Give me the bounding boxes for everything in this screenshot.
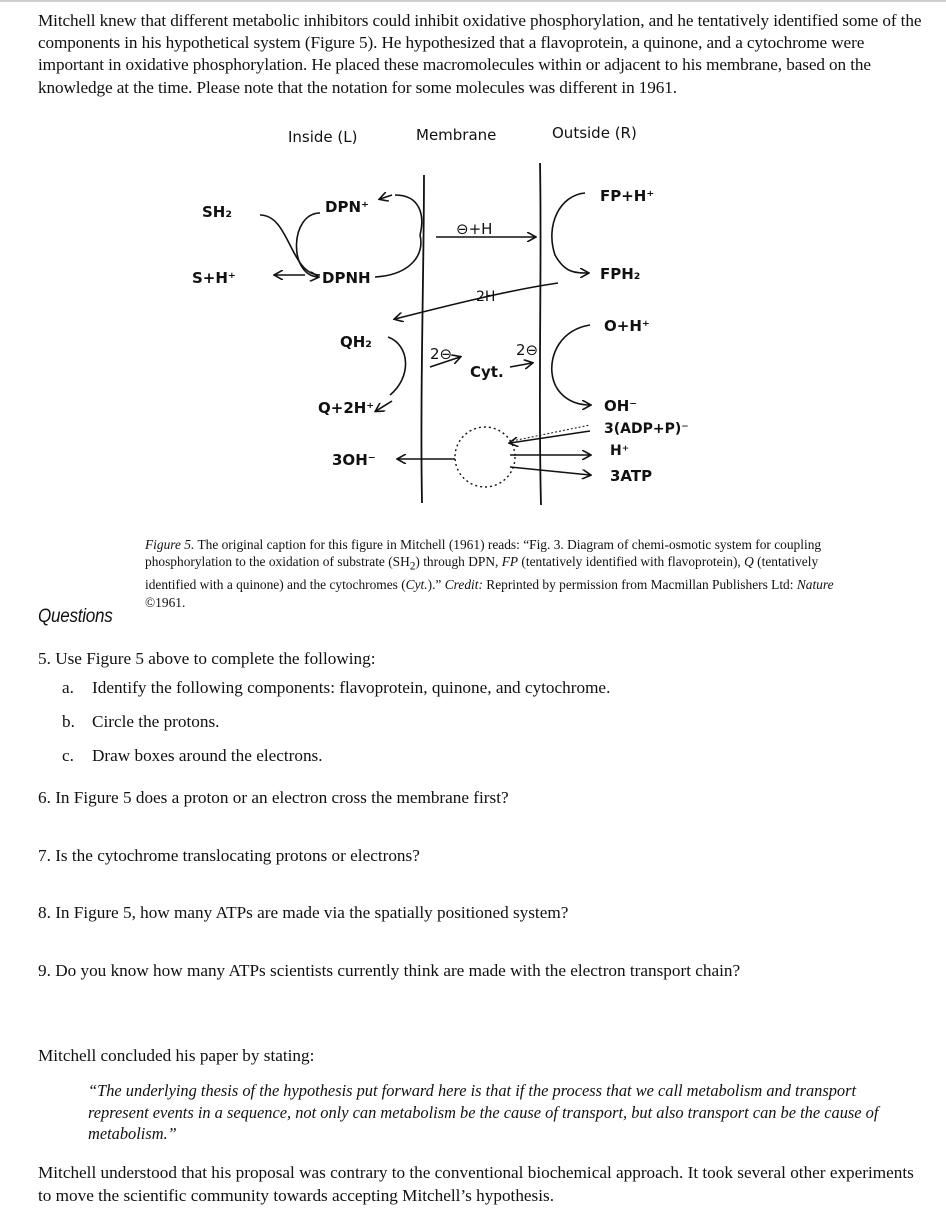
caption-fig-label: Figure 5. <box>145 537 195 552</box>
qh2-loop <box>388 337 406 395</box>
q-arrow <box>376 401 392 411</box>
header-inside: Inside (L) <box>288 128 358 146</box>
caption-text-4: (tentatively identified with a quinone) and the cytochromes ( <box>145 554 819 593</box>
caption-cyt: Cyt. <box>405 577 428 593</box>
questions-heading: Questions <box>38 606 113 627</box>
label-e-h: ⊖+H <box>456 220 493 238</box>
question-6-number: 6. <box>38 788 51 807</box>
label-fp-h: FP+H⁺ <box>600 187 655 205</box>
atpase-dotted-circle <box>455 427 515 487</box>
question-5b <box>62 711 219 733</box>
label-dpn-plus: DPN⁺ <box>325 198 369 216</box>
question-5c <box>62 745 323 767</box>
label-three-atp: 3ATP <box>610 467 653 485</box>
caption-sub-2: 2 <box>409 560 416 573</box>
question-8-text: In Figure 5, how many ATPs are made via the spatially positioned system? <box>55 903 569 922</box>
header-membrane: Membrane <box>416 126 497 144</box>
caption-text-2: ) through DPN, <box>415 554 502 570</box>
sh2-to-s-curve <box>260 215 320 275</box>
label-fph2: FPH₂ <box>600 265 641 283</box>
question-5-text: Use Figure 5 above to complete the following: <box>55 649 376 668</box>
conclusion-lead: Mitchell concluded his paper by stating: <box>38 1046 315 1065</box>
dpnh-loop <box>375 235 421 277</box>
question-9-number: 9. <box>38 961 51 980</box>
question-5a-text: Identify the following components: flavoprotein, quinone, and cytochrome. <box>92 678 611 697</box>
fp-loop <box>552 193 588 273</box>
caption-q: Q <box>744 554 754 570</box>
two-e-right-arrow <box>510 363 532 367</box>
question-6 <box>38 787 509 809</box>
question-7-number: 7. <box>38 846 51 865</box>
question-8-number: 8. <box>38 903 51 922</box>
question-5a-letter: a. <box>62 678 74 697</box>
atp-arrow <box>510 467 590 475</box>
label-cyt: Cyt. <box>470 363 504 381</box>
label-adp-p: 3(ADP+P)⁻ <box>604 421 689 437</box>
question-5b-text: Circle the protons. <box>92 712 220 731</box>
label-q-2h: Q+2H⁺ <box>318 399 375 417</box>
question-5b-letter: b. <box>62 712 75 731</box>
question-5a <box>62 677 610 699</box>
caption-text-1: The original caption for this figure in Mitchell (1961) reads: “Fig. 3. Diagram of chemi-osmotic system for coupling phosphorylation to the oxidation of substrate (SH <box>145 537 822 570</box>
caption-nature: Nature <box>796 577 834 593</box>
question-8 <box>38 902 568 924</box>
figure-5-diagram <box>180 115 700 520</box>
label-dpnh: DPNH <box>322 269 371 287</box>
label-sh2: SH₂ <box>202 203 232 221</box>
label-oh: OH⁻ <box>604 397 638 415</box>
label-qh2: QH₂ <box>340 333 372 351</box>
question-7-text: Is the cytochrome translocating protons or electrons? <box>55 846 420 865</box>
question-9 <box>38 960 740 982</box>
question-7 <box>38 845 420 867</box>
label-o-h: O+H⁺ <box>604 317 650 335</box>
dpn-arrow <box>380 195 392 199</box>
top-rule <box>0 0 946 2</box>
caption-text-6: Reprinted by permission from Macmillan Publishers Ltd: <box>482 577 797 593</box>
adp-arrow <box>510 431 590 443</box>
caption-text-3: (tentatively identified with flavoprotein), <box>518 554 745 570</box>
caption-text-5: ).” <box>427 577 445 593</box>
intro-paragraph: Mitchell knew that different metabolic inhibitors could inhibit oxidative phosphorylation, and he tentatively identified some of the components in his hypothetical system (Figure 5). He hypothesized that a flavoprotein, a quinone, and a cytochrome were important in oxidative phosphorylation. He placed these macromolecules within or adjacent to his membrane, based on the knowledge at the time. Please note that the notation for some molecules was different in 1961. <box>38 11 922 97</box>
question-6-text: In Figure 5 does a proton or an electron cross the membrane first? <box>55 788 509 807</box>
question-9-text: Do you know how many ATPs scientists currently think are made with the electron transport chain? <box>55 961 741 980</box>
dpn-loop-top <box>395 195 422 235</box>
question-5c-letter: c. <box>62 746 74 765</box>
caption-credit-label: Credit: <box>444 577 483 593</box>
caption-text-7: ©1961. <box>145 594 186 610</box>
question-5-number: 5. <box>38 649 51 668</box>
membrane-right-line <box>540 163 541 505</box>
question-5 <box>38 648 375 670</box>
mitchell-quote: “The underlying thesis of the hypothesis put forward here is that if the process that we call metabolism and transport represent events in a sequence, not only can metabolism be the cause of transport, but also transport can be the cause of metabolism.” <box>88 1081 879 1143</box>
label-two-e-left: 2⊖ <box>430 345 453 363</box>
header-outside: Outside (R) <box>552 124 637 142</box>
figure-caption <box>145 536 845 611</box>
label-s-h: S+H⁺ <box>192 269 236 287</box>
label-h-plus: H⁺ <box>610 443 630 459</box>
o-h-loop <box>552 325 590 405</box>
label-three-oh: 3OH⁻ <box>332 451 376 469</box>
label-two-e-right: 2⊖ <box>516 341 539 359</box>
question-5c-text: Draw boxes around the electrons. <box>92 746 323 765</box>
label-two-h: 2H <box>476 289 496 305</box>
closing-paragraph: Mitchell understood that his proposal was contrary to the conventional biochemical approach. It took several other experiments to move the scientific community towards accepting Mitchell’s hypothesis. <box>38 1163 914 1205</box>
dpn-to-dpnh-curve <box>296 213 320 277</box>
chemiosmotic-diagram-svg <box>180 115 700 520</box>
caption-fp: FP <box>501 554 519 570</box>
